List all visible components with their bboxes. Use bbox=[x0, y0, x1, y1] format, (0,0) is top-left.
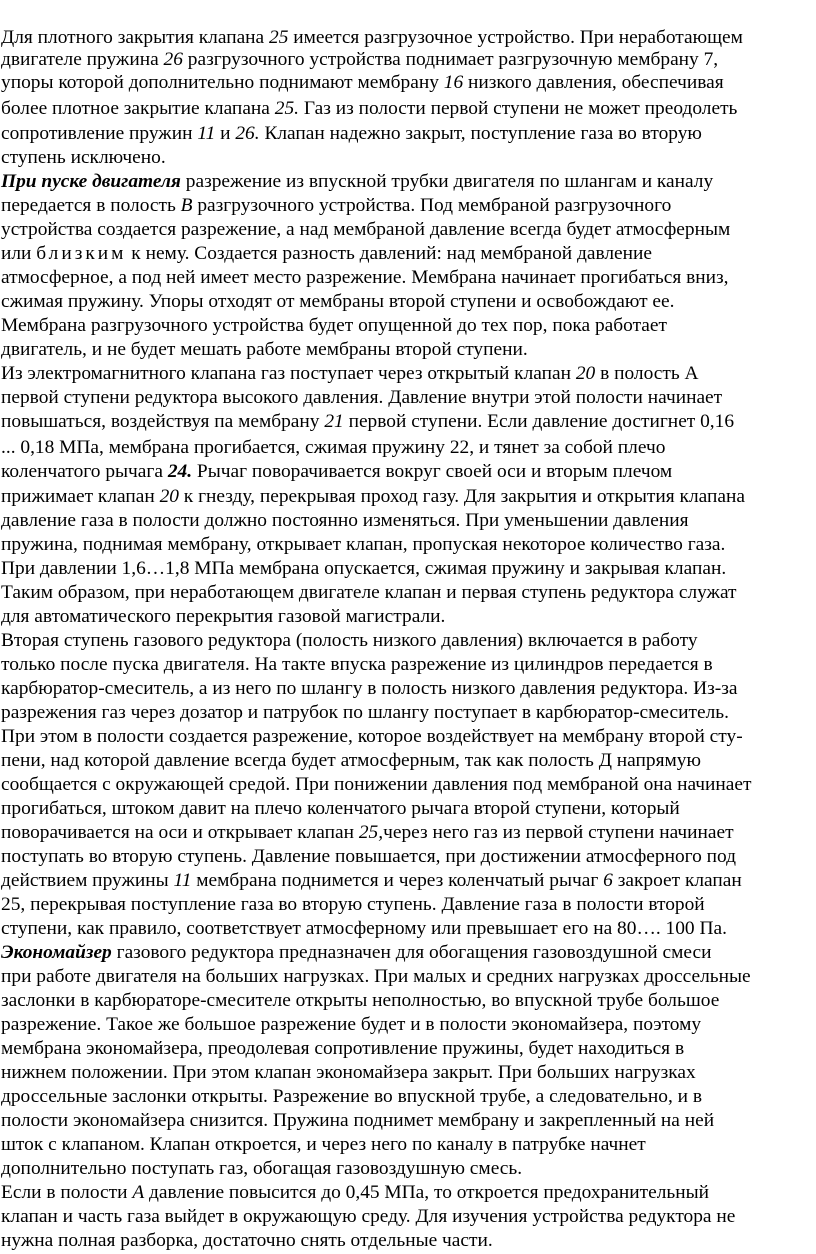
text-line: ступени, как правило, соответствует атмосферному или превышает его на 80…. 100 Па. bbox=[1, 918, 727, 939]
text-line: 25, перекрывая поступление газа во вторую ступень. Давление газа в полости второй bbox=[1, 894, 705, 915]
text-line: атмосферное, а под ней имеет место разрежение. Мембрана начинает прогибаться вниз, bbox=[1, 267, 729, 288]
text-line: нижнем положении. При этом клапан экономайзера закрыт. При больших нагрузках bbox=[1, 1062, 696, 1083]
text-run: сопротивление пружин bbox=[1, 123, 198, 144]
text-line: пени, над которой давление всегда будет атмосферным, так как полость Д напрямую bbox=[1, 750, 701, 771]
text-run: газового редуктора предназначен для обогащения газовоздушной смеси bbox=[111, 942, 712, 963]
text-line bbox=[1, 460, 672, 483]
text-line: При этом в полости создается разрежение, которое воздействует на мембрану второй сту- bbox=[1, 726, 743, 747]
ref-number: 25 bbox=[269, 27, 289, 48]
ref-letter: В bbox=[180, 195, 193, 216]
text-line: полости экономайзера снизится. Пружина поднимет мембрану и закрепленный на ней bbox=[1, 1110, 715, 1131]
text-run: к гнезду, перекрывая проход газу. Для закрытия и открытия клапана bbox=[178, 486, 745, 507]
text-run: через него газ из первой ступени начинает bbox=[383, 822, 734, 843]
text-run: и bbox=[215, 123, 236, 144]
text-line: первой ступени редуктора высокого давления. Давление внутри этой полости начинает bbox=[1, 387, 723, 408]
text-run: прижимает клапан bbox=[1, 486, 160, 507]
text-line bbox=[1, 26, 743, 49]
text-line: поступать во вторую ступень. Давление повышается, при достижении атмосферного под bbox=[1, 846, 737, 867]
text-line: дроссельные заслонки открыты. Разрежение во впускной трубе, а следовательно, и в bbox=[1, 1086, 703, 1107]
ref-number: 24. bbox=[167, 461, 193, 482]
text-line: шток с клапаном. Клапан откроется, и через него по каналу в патрубке начнет bbox=[1, 1134, 646, 1155]
text-run: первой ступени. Если давление достигнет 0,16 bbox=[343, 411, 735, 432]
text-line: только после пуска двигателя. На такте впуска разрежение из цилиндров передается в bbox=[1, 654, 713, 675]
text-run: в полость А bbox=[595, 363, 699, 384]
text-line bbox=[1, 194, 671, 217]
text-line bbox=[1, 485, 745, 508]
text-run: мембрана поднимется и через коленчатый рычаг bbox=[191, 870, 604, 891]
text-run: более плотное закрытие клапана bbox=[1, 98, 275, 119]
ref-number: 26. bbox=[235, 123, 260, 144]
ref-number: 20 bbox=[159, 486, 179, 507]
text-run: передается в полость bbox=[1, 195, 181, 216]
ref-number: 20 bbox=[575, 363, 596, 384]
ref-letter: А bbox=[132, 1182, 145, 1203]
ref-number: 21 bbox=[324, 411, 344, 432]
text-line bbox=[1, 48, 718, 71]
text-run: повышаться, воздействуя па мембрану bbox=[1, 411, 325, 432]
text-run: коленчатого рычага bbox=[1, 461, 168, 482]
text-line bbox=[1, 1181, 709, 1204]
text-run: закроет клапан bbox=[612, 870, 742, 891]
section-heading: При пуске двигателя bbox=[1, 171, 181, 192]
text-line: клапан и часть газа выйдет в окружающую среду. Для изучения устройства редуктора не bbox=[1, 1206, 736, 1227]
text-run: давление повысится до 0,45 МПа, то откроется предохранительный bbox=[144, 1182, 710, 1203]
section-heading: Экономайзер bbox=[1, 942, 112, 963]
text-run: или bbox=[1, 243, 37, 264]
text-line: При давлении 1,6…1,8 МПа мембрана опускается, сжимая пружину и закрывая клапан. bbox=[1, 558, 727, 579]
text-line: разрежение. Такое же большое разрежение будет и в полости экономайзера, поэтому bbox=[1, 1014, 702, 1035]
text-line: Таким образом, при неработающем двигателе клапан и первая ступень редуктора служат bbox=[1, 582, 737, 603]
text-line: разрежения газ через дозатор и патрубок по шлангу поступает в карбюратор-смеситель. bbox=[1, 702, 729, 723]
text-line: заслонки в карбюраторе-смесителе открыты неполностью, во впускной трубе большое bbox=[1, 990, 720, 1011]
text-line: пружина, поднимая мембрану, открывает клапан, пропуская некоторое количество газа. bbox=[1, 534, 726, 555]
text-line: дополнительно поступать газ, обогащая газовоздушную смесь. bbox=[1, 1158, 523, 1179]
text-line bbox=[1, 821, 734, 844]
text-line: сообщается с окружающей средой. При понижении давления под мембраной она начинает bbox=[1, 774, 752, 795]
text-line bbox=[1, 410, 734, 433]
text-line bbox=[1, 242, 652, 265]
text-run: Для плотного закрытия клапана bbox=[1, 27, 270, 48]
text-run: имеется разгрузочное устройство. При неработающем bbox=[288, 27, 743, 48]
text-line: мембрана экономайзера, преодолевая сопротивление пружины, будет находиться в bbox=[1, 1038, 685, 1059]
ref-number: 11 bbox=[197, 123, 216, 144]
text-line: при работе двигателя на больших нагрузках. При малых и средних нагрузках дроссельные bbox=[1, 966, 751, 987]
ref-number: 6 bbox=[603, 870, 613, 891]
text-run: разгрузочного устройства поднимает разгрузочную мембрану 7, bbox=[182, 49, 719, 70]
text-line: карбюратор-смеситель, а из него по шлангу в полость низкого давления редуктора. Из-за bbox=[1, 678, 738, 699]
text-line: устройства создается разрежение, а над мембраной давление всегда будет атмосферным bbox=[1, 219, 731, 240]
text-line: нужна полная разборка, достаточно снять отдельные части. bbox=[1, 1230, 493, 1251]
text-line bbox=[1, 941, 711, 964]
ref-number: 25, bbox=[358, 822, 384, 843]
text-line: прогибаться, штоком давит на плечо коленчатого рычага второй ступени, который bbox=[1, 798, 680, 819]
ref-number: 26 bbox=[163, 49, 183, 70]
text-line bbox=[1, 97, 737, 120]
text-line: для автоматического перекрытия газовой магистрали. bbox=[1, 606, 446, 627]
text-run: разрежение из впускной трубки двигателя по шлангам и каналу bbox=[180, 171, 714, 192]
text-line bbox=[1, 170, 713, 193]
text-run: двигателе пружина bbox=[1, 49, 164, 70]
text-line: ... 0,18 МПа, мембрана прогибается, сжимая пружину 22, и тянет за собой плечо bbox=[1, 437, 666, 458]
text-line: сжимая пружину. Упоры отходят от мембраны второй ступени и освобождают ее. bbox=[1, 291, 675, 312]
text-line: давление газа в полости должно постоянно изменяться. При уменьшении давления bbox=[1, 510, 689, 531]
text-run: упоры которой дополнительно поднимают мембрану bbox=[1, 72, 444, 93]
text-run: Из электромагнитного клапана газ поступает через открытый клапан bbox=[1, 363, 576, 384]
ref-number: 11 bbox=[173, 870, 192, 891]
text-run: Газ из полости первой ступени не может преодолеть bbox=[299, 98, 738, 119]
text-line: Мембрана разгрузочного устройства будет опущенной до тех пор, пока работает bbox=[1, 315, 667, 336]
text-run: низкого давления, обеспечивая bbox=[463, 72, 724, 93]
text-run: Рычаг поворачивается вокруг своей оси и вторым плечом bbox=[192, 461, 673, 482]
spaced-word: близким bbox=[36, 243, 127, 264]
text-run: поворачивается на оси и открывает клапан bbox=[1, 822, 359, 843]
text-line bbox=[1, 869, 742, 892]
text-line: Вторая ступень газового редуктора (полость низкого давления) включается в работу bbox=[1, 630, 698, 651]
text-run: Клапан надежно закрыт, поступление газа во вторую bbox=[259, 123, 702, 144]
text-line bbox=[1, 362, 699, 385]
text-line bbox=[1, 122, 702, 145]
text-line: двигатель, и не будет мешать работе мембраны второй ступени. bbox=[1, 339, 528, 360]
text-run: Если в полости bbox=[1, 1182, 133, 1203]
text-run: разгрузочного устройства. Под мембраной разгрузочного bbox=[192, 195, 672, 216]
text-run: к нему. Создается разность давлений: над мембраной давление bbox=[126, 243, 653, 264]
text-line bbox=[1, 71, 724, 94]
text-run: действием пружины bbox=[1, 870, 174, 891]
ref-number: 16 bbox=[443, 72, 464, 93]
text-line: ступень исключено. bbox=[1, 147, 166, 168]
ref-number: 25. bbox=[274, 98, 300, 119]
